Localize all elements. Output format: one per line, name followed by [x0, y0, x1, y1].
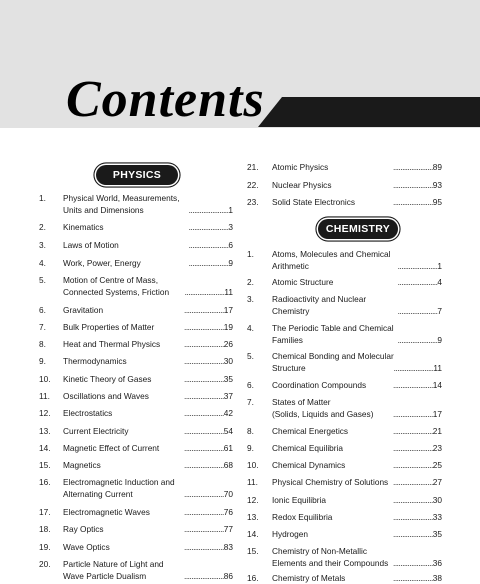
entry-page [189, 221, 233, 233]
entry-title: Chemical Energetics [272, 426, 349, 436]
toc-entry[interactable] [247, 459, 442, 471]
dot-leader: ...................... [188, 240, 229, 250]
entry-page [393, 179, 442, 191]
entry-title: Ray Optics [63, 524, 104, 534]
dot-leader: ...................... [184, 356, 224, 366]
toc-entry[interactable] [39, 192, 233, 216]
entry-number: 16. [247, 573, 259, 583]
entry-title: Nuclear Physics [272, 180, 332, 190]
page-number: 37 [223, 391, 233, 401]
toc-entry[interactable] [39, 407, 233, 419]
entry-title: Chemical Bonding and Molecular Structure [272, 351, 394, 373]
entry-page [184, 390, 233, 402]
toc-entry[interactable] [247, 476, 442, 488]
page-number: 9 [228, 258, 233, 268]
entry-number: 8. [247, 426, 254, 436]
page-number: 11 [433, 363, 442, 373]
entry-page [185, 286, 233, 298]
dot-leader: ...................... [393, 180, 433, 190]
page-number: 95 [432, 197, 442, 207]
entry-number: 4. [39, 258, 46, 268]
entry-number: 3. [247, 294, 254, 304]
dot-leader: ...................... [397, 335, 438, 345]
entry-title: Motion of Centre of Mass, Connected Systems, Friction [63, 275, 170, 297]
page-number: 33 [432, 512, 442, 522]
entry-page [393, 408, 442, 420]
entry-page [393, 511, 442, 523]
page-number: 61 [223, 443, 233, 453]
entry-page [393, 379, 442, 391]
entry-number: 13. [247, 512, 259, 522]
entry-title: Coordination Compounds [272, 380, 367, 390]
toc-entry[interactable] [39, 390, 233, 402]
entry-page [393, 161, 442, 173]
entry-number: 18. [39, 524, 51, 534]
entry-number: 7. [247, 397, 254, 407]
entry-number: 9. [247, 443, 254, 453]
page-number: 35 [432, 529, 442, 539]
dot-leader: ...................... [397, 306, 438, 316]
toc-entry[interactable] [39, 239, 233, 251]
entry-number: 14. [247, 529, 259, 539]
toc-entry[interactable] [39, 355, 233, 367]
entry-title: Magnetic Effect of Current [63, 443, 160, 453]
entry-title: Electromagnetic Induction and Alternating Current [63, 477, 175, 499]
entry-title: Chemistry of Non-Metallic Elements and their Compounds [272, 546, 389, 568]
page-number: 14 [432, 380, 442, 390]
toc-entry[interactable] [247, 196, 442, 208]
entry-title: Solid State Electronics [272, 197, 356, 207]
dot-leader: ...................... [393, 162, 433, 172]
page-number: 36 [432, 558, 442, 568]
entry-number: 1. [247, 249, 254, 259]
entry-number: 11. [247, 477, 258, 487]
entry-page [398, 334, 442, 346]
toc-entry[interactable] [39, 321, 233, 333]
entry-page [184, 321, 233, 333]
page-number: 86 [223, 571, 233, 581]
entry-page [393, 196, 442, 208]
dot-leader: ...................... [393, 495, 433, 505]
dot-leader: ...................... [184, 287, 225, 297]
entry-page [393, 442, 442, 454]
entry-page [184, 373, 233, 385]
dot-leader: ...................... [184, 305, 224, 315]
toc-entry[interactable] [39, 523, 233, 535]
entry-title: Hydrogen [272, 529, 308, 539]
toc-entry[interactable] [39, 459, 233, 471]
page-title: Contents [66, 71, 265, 128]
page-number: 83 [223, 542, 233, 552]
entry-title: Chemical Dynamics [272, 460, 346, 470]
entry-number: 6. [247, 380, 254, 390]
page-number: 17 [432, 409, 442, 419]
page-number: 3 [228, 222, 233, 232]
title-decor-bar [258, 97, 480, 127]
page-number: 35 [223, 374, 233, 384]
dot-leader: ...................... [184, 524, 224, 534]
toc-entry[interactable] [39, 274, 233, 298]
entry-title: Atoms, Molecules and Chemical Arithmetic [272, 249, 391, 271]
entry-number: 14. [39, 443, 51, 453]
dot-leader: ...................... [393, 460, 433, 470]
entry-title: Current Electricity [63, 426, 129, 436]
entry-number: 12. [39, 408, 51, 418]
entry-title: Electrostatics [63, 408, 113, 418]
page-number: 9 [437, 335, 442, 345]
toc-entry[interactable] [247, 161, 442, 173]
entry-title: Atomic Physics [272, 162, 329, 172]
page-number: 26 [223, 339, 233, 349]
page-number: 1 [437, 261, 442, 271]
page-number: 1 [228, 205, 233, 215]
toc-entry[interactable] [39, 442, 233, 454]
dot-leader: ...................... [393, 363, 434, 373]
entry-title: States of Matter (Solids, Liquids and Gases) [272, 397, 374, 419]
entry-title: Heat and Thermal Physics [63, 339, 161, 349]
entry-title: Physical Chemistry of Solutions [272, 477, 389, 487]
entry-number: 22. [247, 180, 259, 190]
entry-page [184, 541, 233, 553]
entry-title: Atomic Structure [272, 277, 334, 287]
toc-entry[interactable] [247, 572, 442, 584]
dot-leader: ...................... [188, 222, 229, 232]
toc-entry[interactable] [39, 304, 233, 316]
page-number: 38 [432, 573, 442, 583]
entry-title: Chemical Equilibria [272, 443, 344, 453]
entry-number: 9. [39, 356, 46, 366]
entry-number: 17. [39, 507, 51, 517]
page-number: 42 [223, 408, 233, 418]
dot-leader: ...................... [393, 409, 433, 419]
entry-page [393, 572, 442, 584]
toc-entry[interactable] [247, 322, 442, 346]
dot-leader: ...................... [188, 205, 229, 215]
entry-page [184, 488, 233, 500]
page-number: 68 [223, 460, 233, 470]
page-number: 89 [432, 162, 442, 172]
dot-leader: ...................... [188, 258, 229, 268]
toc-entry[interactable] [39, 221, 233, 233]
entry-number: 20. [39, 559, 51, 569]
page-number: 70 [223, 489, 233, 499]
entry-page [189, 257, 233, 269]
entry-page [393, 494, 442, 506]
entry-title: Electromagnetic Waves [63, 507, 150, 517]
physics-heading: PHYSICS [96, 165, 178, 185]
entry-title: Chemistry of Metals [272, 573, 346, 583]
entry-page [398, 276, 442, 288]
entry-number: 6. [39, 305, 46, 315]
dot-leader: ...................... [393, 477, 433, 487]
toc-entry[interactable] [247, 379, 442, 391]
entry-title: Gravitation [63, 305, 104, 315]
entry-title: Thermodynamics [63, 356, 127, 366]
entry-number: 13. [39, 426, 51, 436]
dot-leader: ...................... [184, 374, 224, 384]
dot-leader: ...................... [184, 460, 224, 470]
page-number: 7 [437, 306, 442, 316]
dot-leader: ...................... [184, 426, 224, 436]
page-number: 93 [432, 180, 442, 190]
dot-leader: ...................... [393, 558, 433, 568]
entry-title: Work, Power, Energy [63, 258, 141, 268]
dot-leader: ...................... [393, 426, 433, 436]
entry-page [394, 362, 442, 374]
entry-page [184, 459, 233, 471]
toc-entry[interactable] [247, 511, 442, 523]
entry-page [184, 570, 233, 582]
dot-leader: ...................... [393, 380, 433, 390]
dot-leader: ...................... [393, 197, 433, 207]
entry-number: 19. [39, 542, 51, 552]
entry-page [184, 442, 233, 454]
dot-leader: ...................... [184, 489, 224, 499]
entry-page [184, 506, 233, 518]
entry-title: Kinetic Theory of Gases [63, 374, 152, 384]
entry-number: 21. [247, 162, 259, 172]
chemistry-heading: CHEMISTRY [318, 219, 398, 239]
entry-page [184, 523, 233, 535]
entry-title: Bulk Properties of Matter [63, 322, 155, 332]
page-number: 17 [223, 305, 233, 315]
entry-number: 5. [39, 275, 46, 285]
dot-leader: ...................... [184, 391, 224, 401]
dot-leader: ...................... [397, 277, 438, 287]
entry-page [184, 425, 233, 437]
page-number: 27 [432, 477, 442, 487]
page-number: 77 [223, 524, 233, 534]
toc-entry[interactable] [39, 425, 233, 437]
toc-entry[interactable] [39, 476, 233, 500]
toc-entry[interactable] [247, 350, 442, 374]
entry-number: 5. [247, 351, 254, 361]
entry-title: Redox Equilibria [272, 512, 333, 522]
page-number: 23 [432, 443, 442, 453]
dot-leader: ...................... [393, 512, 433, 522]
toc-entry[interactable] [247, 248, 442, 272]
entry-title: Magnetics [63, 460, 101, 470]
dot-leader: ...................... [393, 573, 433, 583]
page-number: 76 [223, 507, 233, 517]
toc-entry[interactable] [39, 541, 233, 553]
entry-page [393, 528, 442, 540]
toc-entry[interactable] [247, 494, 442, 506]
entry-page [393, 557, 442, 569]
entry-number: 2. [247, 277, 254, 287]
entry-number: 4. [247, 323, 254, 333]
entry-title: Oscillations and Waves [63, 391, 149, 401]
entry-number: 10. [39, 374, 51, 384]
dot-leader: ...................... [184, 507, 224, 517]
entry-number: 7. [39, 322, 46, 332]
page-number: 21 [432, 426, 442, 436]
entry-number: 15. [39, 460, 51, 470]
dot-leader: ...................... [397, 261, 438, 271]
entry-number: 8. [39, 339, 46, 349]
entry-number: 11. [39, 391, 50, 401]
dot-leader: ...................... [393, 529, 433, 539]
entry-number: 10. [247, 460, 259, 470]
toc-entry[interactable] [247, 545, 442, 569]
toc-entry[interactable] [39, 257, 233, 269]
entry-page [398, 305, 442, 317]
page-number: 25 [432, 460, 442, 470]
dot-leader: ...................... [393, 443, 433, 453]
toc-entry[interactable] [247, 276, 442, 288]
page-number: 11 [224, 287, 233, 297]
entry-page [393, 476, 442, 488]
entry-number: 23. [247, 197, 259, 207]
entry-title: The Periodic Table and Chemical Families [272, 323, 394, 345]
toc-entry[interactable] [39, 338, 233, 350]
toc-entry[interactable] [247, 528, 442, 540]
page-number: 30 [432, 495, 442, 505]
entry-page [393, 425, 442, 437]
entry-page [393, 459, 442, 471]
entry-number: 3. [39, 240, 46, 250]
toc-entry[interactable] [247, 442, 442, 454]
dot-leader: ...................... [184, 571, 224, 581]
entry-page [184, 407, 233, 419]
dot-leader: ...................... [184, 443, 224, 453]
toc-entry[interactable] [39, 506, 233, 518]
entry-title: Laws of Motion [63, 240, 119, 250]
page-number: 30 [223, 356, 233, 366]
page-number: 4 [437, 277, 442, 287]
page-number: 6 [228, 240, 233, 250]
toc-entry[interactable] [247, 425, 442, 437]
dot-leader: ...................... [184, 542, 224, 552]
page-number: 19 [223, 322, 233, 332]
entry-page [184, 355, 233, 367]
toc-entry[interactable] [247, 293, 442, 317]
entry-page [398, 260, 442, 272]
entry-number: 2. [39, 222, 46, 232]
entry-title: Wave Optics [63, 542, 110, 552]
entry-number: 12. [247, 495, 259, 505]
dot-leader: ...................... [184, 408, 224, 418]
entry-title: Particle Nature of Light and Wave Particle Dualism [63, 559, 164, 581]
entry-page [184, 338, 233, 350]
entry-page [189, 239, 233, 251]
toc-entry[interactable] [39, 373, 233, 385]
entry-title: Ionic Equilibria [272, 495, 326, 505]
toc-entry[interactable] [39, 558, 233, 582]
entry-title: Radioactivity and Nuclear Chemistry [272, 294, 367, 316]
entry-page [189, 204, 233, 216]
entry-page [184, 304, 233, 316]
toc-entry[interactable] [247, 179, 442, 191]
toc-entry[interactable] [247, 396, 442, 420]
dot-leader: ...................... [184, 322, 224, 332]
entry-title: Physical World, Measurements, Units and Dimensions [63, 193, 180, 215]
entry-number: 1. [39, 193, 46, 203]
dot-leader: ...................... [184, 339, 224, 349]
entry-title: Kinematics [63, 222, 104, 232]
page-number: 54 [223, 426, 233, 436]
entry-number: 16. [39, 477, 51, 487]
entry-number: 15. [247, 546, 259, 556]
